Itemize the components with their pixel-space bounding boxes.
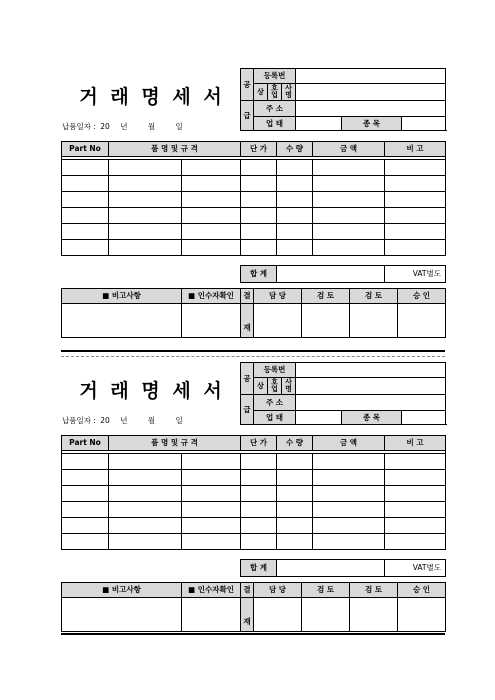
table-row [62,534,446,550]
delivery-date [62,415,183,426]
business-type-label: 업 태 [254,411,296,425]
business-type-label: 업 태 [254,117,296,131]
company-name-field[interactable] [296,378,446,395]
remarks-field[interactable] [62,598,182,632]
supplier-table [240,362,446,425]
title-char: 래 [110,86,129,108]
approval-side-top: 결 [241,583,254,598]
vat-note: VAT별도 [385,560,446,577]
approval-staff-sign[interactable] [254,598,302,632]
title-char: 세 [172,86,191,108]
total-table [240,265,446,283]
total-label: 합 계 [241,560,277,577]
company-name-field[interactable] [296,84,446,101]
company-label-1: 상 [254,84,268,101]
total-table [240,559,446,577]
address-field[interactable] [296,101,446,117]
address-label: 주 소 [254,395,296,411]
approval-header-review-1: 검 토 [302,583,350,598]
table-row [62,160,446,176]
company-label-2: 호 업 [268,84,282,101]
col-header-quantity: 수 량 [277,142,313,157]
supplier-side-bottom: 급 [241,395,254,425]
category-field[interactable] [402,411,446,425]
title-char: 명 [141,86,160,108]
table-row [62,224,446,240]
form-title [73,82,228,109]
vat-note: VAT별도 [385,266,446,283]
receiver-label: ■ 인수자확인 [182,289,241,304]
col-header-unit-price: 단 가 [241,436,277,451]
approval-header-review-2: 검 토 [350,583,398,598]
table-row [62,192,446,208]
approval-review-1-sign[interactable] [302,598,350,632]
title-char: 서 [203,380,222,402]
company-label-2: 호 업 [268,378,282,395]
receiver-field[interactable] [182,304,241,338]
approval-header-approve: 승 인 [398,583,446,598]
remarks-label: ■ 비고사항 [62,289,182,304]
total-label: 합 계 [241,266,277,283]
company-label-3: 사 명 [282,84,296,101]
table-row [62,208,446,224]
total-amount-field[interactable] [277,266,385,283]
form-bottom-rule [61,633,445,635]
table-row [62,240,446,256]
title-char: 거 [79,380,98,402]
approval-staff-sign[interactable] [254,304,302,338]
col-header-item-spec: 품 명 및 규 격 [109,142,241,157]
approval-header-review-2: 검 토 [350,289,398,304]
receiver-label: ■ 인수자확인 [182,583,241,598]
approval-approve-sign[interactable] [398,598,446,632]
delivery-date-year-unit: 년 [120,122,128,131]
approval-approve-sign[interactable] [398,304,446,338]
delivery-date [62,121,183,132]
supplier-table [240,68,446,131]
reg-no-field[interactable] [296,69,446,84]
form-bottom-rule [61,350,445,352]
table-row [62,502,446,518]
delivery-date-year: 20 [100,416,110,425]
notes-table [61,288,446,338]
category-label: 종 목 [342,117,402,131]
remarks-field[interactable] [62,304,182,338]
items-table [61,141,446,256]
approval-header-review-1: 검 토 [302,289,350,304]
col-header-quantity: 수 량 [277,436,313,451]
title-char: 세 [172,380,191,402]
title-char: 명 [141,380,160,402]
col-header-item-spec: 품 명 및 규 격 [109,436,241,451]
title-char: 거 [79,86,98,108]
business-type-field[interactable] [296,411,342,425]
approval-review-2-sign[interactable] [350,304,398,338]
approval-side-bottom: 재 [241,304,254,338]
col-header-part-no: Part No [62,142,109,157]
receiver-field[interactable] [182,598,241,632]
items-table [61,435,446,550]
remarks-label: ■ 비고사항 [62,583,182,598]
total-amount-field[interactable] [277,560,385,577]
notes-table [61,582,446,632]
supplier-side-top: 공 [241,363,254,395]
title-char: 서 [203,86,222,108]
company-label-1: 상 [254,378,268,395]
approval-side-bottom: 재 [241,598,254,632]
delivery-date-day-unit: 일 [175,122,183,131]
invoice-form-1 [61,68,445,353]
supplier-side-top: 공 [241,69,254,101]
category-label: 종 목 [342,411,402,425]
approval-header-staff: 담 당 [254,583,302,598]
company-label-3: 사 명 [282,378,296,395]
reg-no-label: 등록번 [254,69,296,84]
business-type-field[interactable] [296,117,342,131]
col-header-remarks: 비 고 [385,436,446,451]
delivery-date-label: 납품일자 : [62,416,96,425]
delivery-date-year: 20 [100,122,110,131]
invoice-form-2 [61,362,445,647]
delivery-date-day-unit: 일 [175,416,183,425]
reg-no-field[interactable] [296,363,446,378]
approval-review-1-sign[interactable] [302,304,350,338]
delivery-date-month-unit: 월 [147,122,156,131]
approval-header-staff: 담 당 [254,289,302,304]
address-field[interactable] [296,395,446,411]
approval-header-approve: 승 인 [398,289,446,304]
col-header-amount: 금 액 [313,142,385,157]
delivery-date-year-unit: 년 [120,416,128,425]
table-row [62,518,446,534]
address-label: 주 소 [254,101,296,117]
table-row [62,454,446,470]
category-field[interactable] [402,117,446,131]
table-row [62,470,446,486]
table-row [62,486,446,502]
approval-review-2-sign[interactable] [350,598,398,632]
delivery-date-label: 납품일자 : [62,122,96,131]
col-header-unit-price: 단 가 [241,142,277,157]
supplier-side-bottom: 급 [241,101,254,131]
col-header-amount: 금 액 [313,436,385,451]
col-header-remarks: 비 고 [385,142,446,157]
title-char: 래 [110,380,129,402]
table-row [62,176,446,192]
approval-side-top: 결 [241,289,254,304]
col-header-part-no: Part No [62,436,109,451]
delivery-date-month-unit: 월 [147,416,156,425]
reg-no-label: 등록번 [254,363,296,378]
form-title [73,376,228,403]
cut-line [61,356,445,357]
